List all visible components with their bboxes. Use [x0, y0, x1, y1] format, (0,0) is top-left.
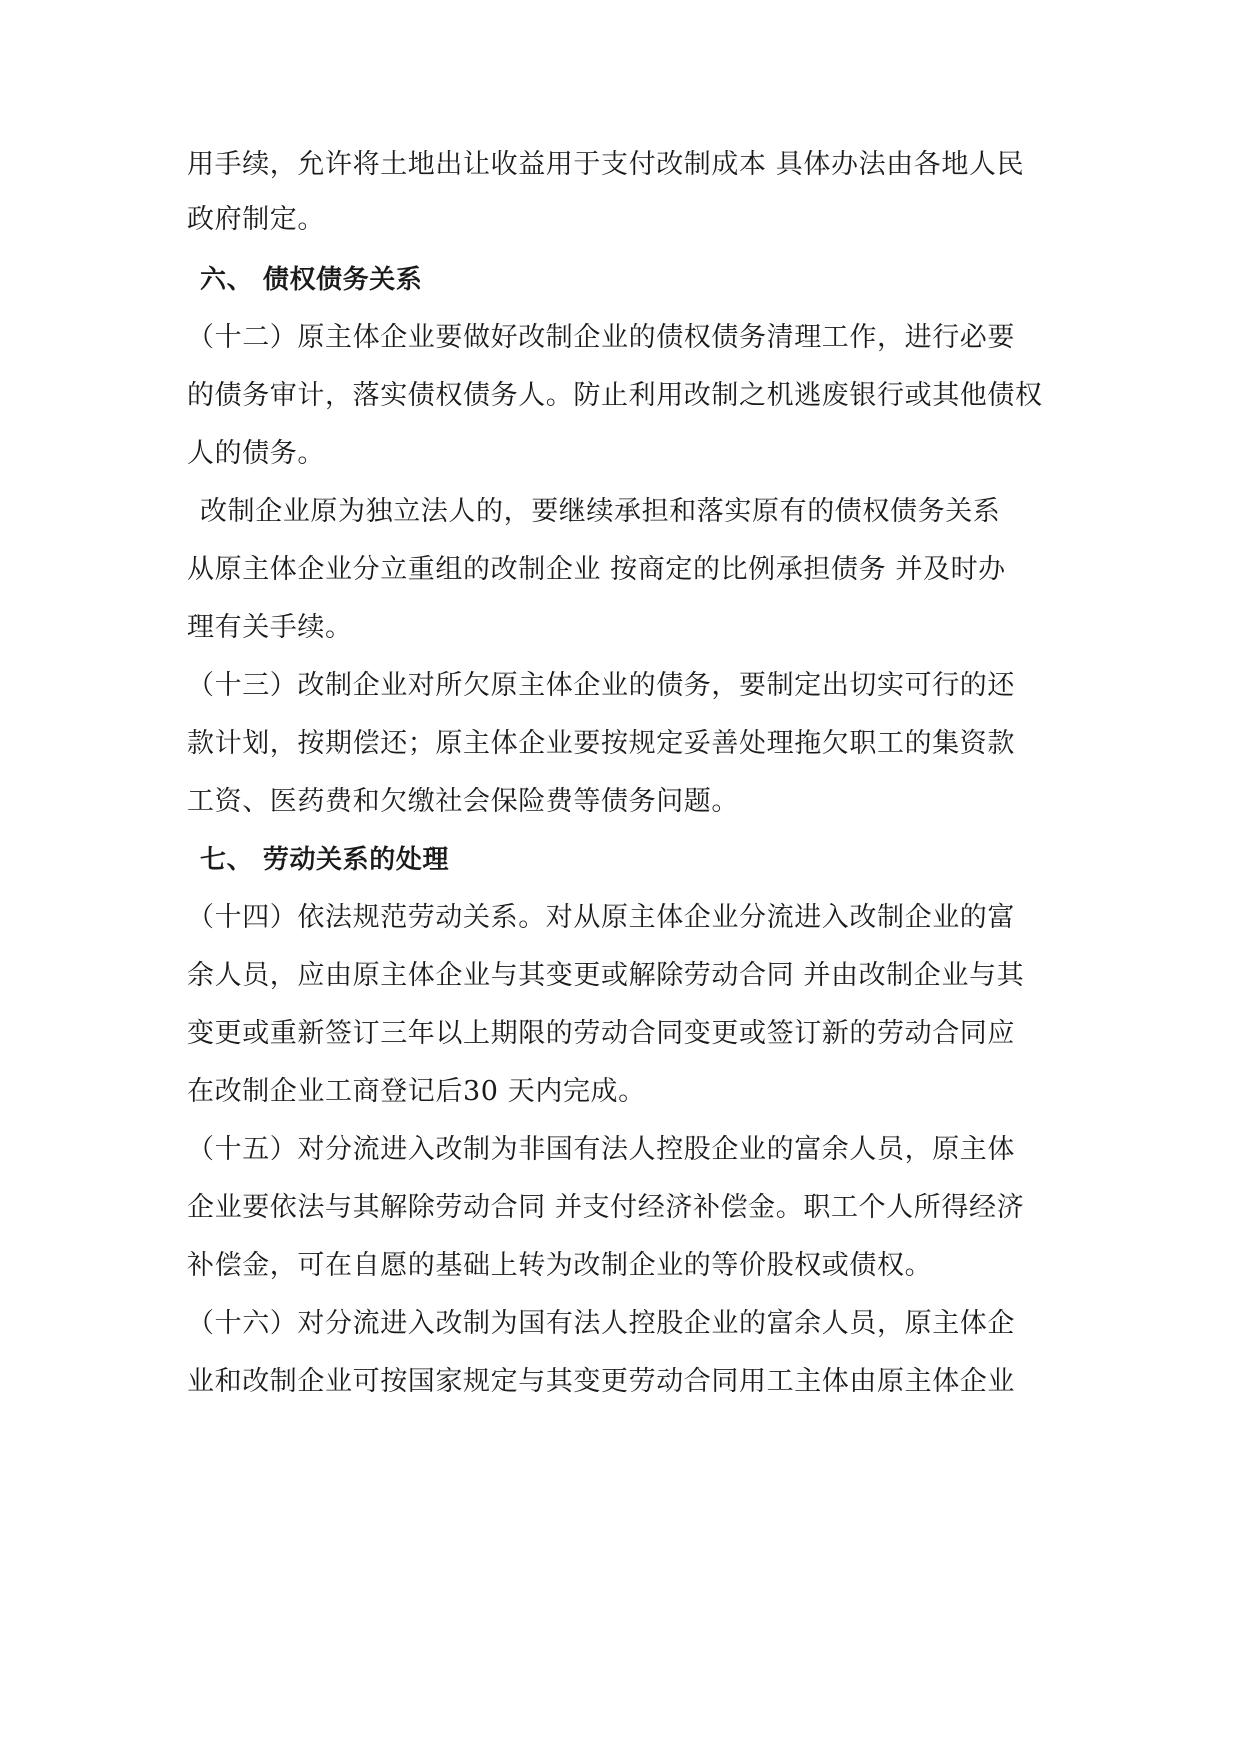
text-line: （十二）原主体企业要做好改制企业的债权债务清理工作，进行必要 [187, 322, 1015, 353]
text-line: （十三）改制企业对所欠原主体企业的债务，要制定出切实可行的还 [187, 670, 1015, 701]
section-heading-7: 七、 劳动关系的处理 [200, 845, 450, 875]
text-line: 改制企业原为独立法人的，要继续承担和落实原有的债权债务关系 [200, 496, 1001, 527]
text-line: 变更或重新签订三年以上期限的劳动合同变更或签订新的劳动合同应 [187, 1018, 1015, 1049]
text-line: 款计划，按期偿还；原主体企业要按规定妥善处理拖欠职工的集资款 [187, 728, 1015, 759]
text-line: （十四）依法规范劳动关系。对从原主体企业分流进入改制企业的富 [187, 902, 1015, 933]
text-line: 企业要依法与其解除劳动合同 并支付经济补偿金。职工个人所得经济 [187, 1192, 1025, 1223]
text-line: 在改制企业工商登记后30 天内完成。 [187, 1076, 646, 1107]
text-line: 从原主体企业分立重组的改制企业 按商定的比例承担债务 并及时办 [187, 554, 1006, 585]
section-heading-6: 六、 债权债务关系 [200, 265, 423, 295]
text-line: 业和改制企业可按国家规定与其变更劳动合同用工主体由原主体企业 [187, 1366, 1015, 1397]
text-line: 人的债务。 [187, 438, 325, 469]
text-line: 的债务审计，落实债权债务人。防止利用改制之机逃废银行或其他债权 [187, 380, 1043, 411]
text-line: 政府制定。 [187, 204, 325, 235]
text-line: 工资、医药费和欠缴社会保险费等债务问题。 [187, 786, 739, 817]
text-line: 理有关手续。 [187, 612, 353, 643]
text-line: （十六）对分流进入改制为国有法人控股企业的富余人员，原主体企 [187, 1308, 1015, 1339]
text-line: 补偿金，可在自愿的基础上转为改制企业的等价股权或债权。 [187, 1250, 933, 1281]
text-line: （十五）对分流进入改制为非国有法人控股企业的富余人员，原主体 [187, 1134, 1015, 1165]
text-line: 余人员，应由原主体企业与其变更或解除劳动合同 并由改制企业与其 [187, 960, 1025, 991]
text-line: 用手续，允许将土地出让收益用于支付改制成本 具体办法由各地人民 [187, 149, 1025, 180]
